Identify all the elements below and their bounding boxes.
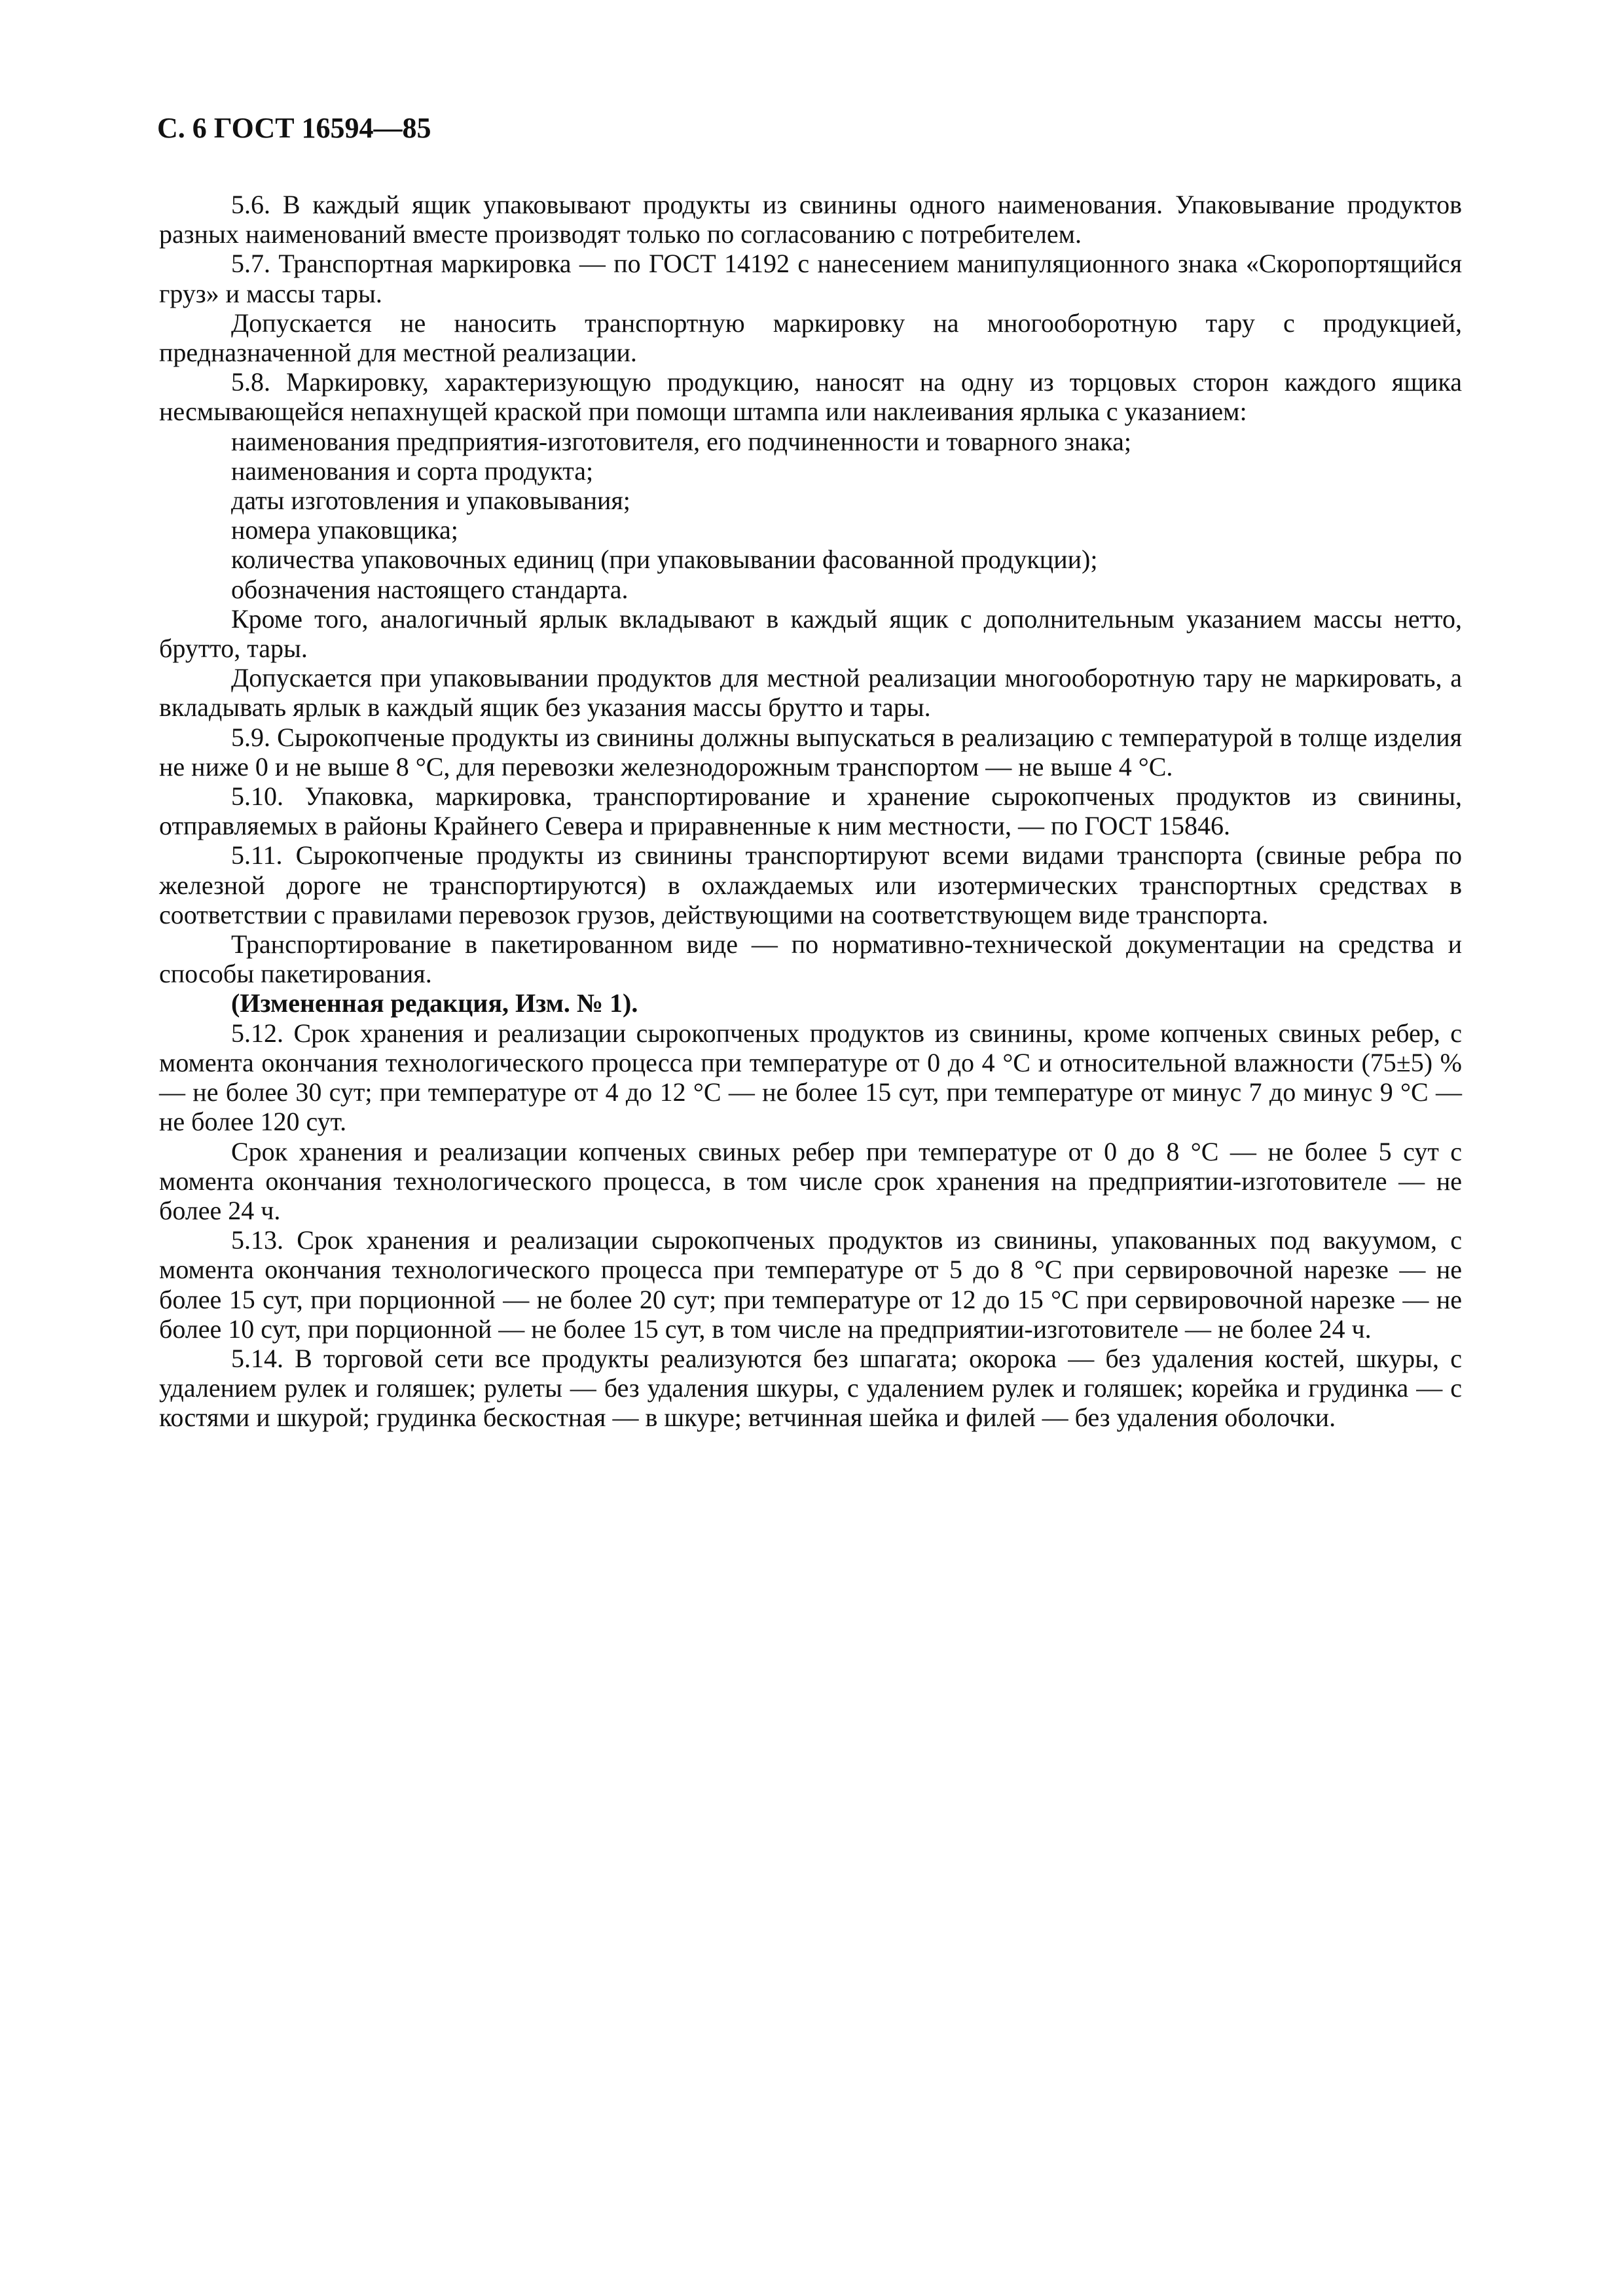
paragraph-5-7-note: Допускается не наносить транспортную маркировку на многооборотную тару с продукцией, предназначенной для местной реализации. bbox=[159, 308, 1462, 368]
list-item: количества упаковочных единиц (при упаковывании фасованной продукции); bbox=[231, 545, 1098, 575]
paragraph-5-8-local: Допускается при упаковывании продуктов для местной реализации многооборотную тару не маркировать, а вкладывать ярлык в каждый ящик без указания массы брутто и тары. bbox=[159, 663, 1462, 723]
page-header: С. 6 ГОСТ 16594—85 bbox=[157, 112, 431, 144]
paragraph-5-11-packaged: Транспортирование в пакетированном виде — по нормативно-технической документации на средства и способы пакетирования. bbox=[159, 929, 1462, 989]
paragraph-5-14: 5.14. В торговой сети все продукты реализуются без шпагата; окорока — без удаления костей, шкуры, с удалением рулек и голяшек; рулеты — без удаления шкуры, с удалением рулек и голяшек; корейка и грудинка — с костями и шкурой; грудинка бескостная — в шкуре; ветчинная шейка и филей — без удаления оболочки. bbox=[159, 1343, 1462, 1433]
marking-list bbox=[159, 427, 1462, 604]
paragraph-5-11: 5.11. Сырокопченые продукты из свинины транспортируют всеми видами транспорта (свиные ребра по железной дороге не транспортируются) в охлаждаемых или изотермических транспортных средствах в соответствии с правилами перевозок грузов, действующими на соответствующем виде транспорта. bbox=[159, 840, 1462, 929]
amendment-note: (Измененная редакция, Изм. № 1). bbox=[231, 988, 638, 1018]
list-item: обозначения настоящего стандарта. bbox=[231, 574, 629, 604]
paragraph-5-13: 5.13. Срок хранения и реализации сырокопченых продуктов из свинины, упакованных под вакуумом, с момента окончания технологического процесса при температуре от 5 до 8 °С при сервировочной нарезке — не более 15 сут, при порционной — не более 20 сут; при температуре от 12 до 15 °С при сервировочной нарезке — не более 10 сут, при порционной — не более 15 сут, в том числе на предприятии-изготовителе — не более 24 ч. bbox=[159, 1225, 1462, 1344]
paragraph-5-9: 5.9. Сырокопченые продукты из свинины должны выпускаться в реализацию с температурой в толще изделия не ниже 0 и не выше 8 °С, для перевозки железнодорожным транспортом — не выше 4 °С. bbox=[159, 722, 1462, 781]
paragraph-5-10: 5.10. Упаковка, маркировка, транспортирование и хранение сырокопченых продуктов из свинины, отправляемых в районы Крайнего Севера и приравненные к ним местности, — по ГОСТ 15846. bbox=[159, 781, 1462, 841]
list-item: даты изготовления и упаковывания; bbox=[231, 486, 630, 516]
list-item: номера упаковщика; bbox=[231, 515, 458, 545]
paragraph-5-12-ribs: Срок хранения и реализации копченых свиных ребер при температуре от 0 до 8 °С — не более 5 сут с момента окончания технологического процесса, в том числе срок хранения на предприятии-изготовителе — не более 24 ч. bbox=[159, 1136, 1462, 1225]
paragraph-5-8: 5.8. Маркировку, характеризующую продукцию, наносят на одну из торцовых сторон каждого ящика несмывающейся непахнущей краской при помощи штампа или наклеивания ярлыка с указанием: bbox=[159, 367, 1462, 427]
paragraph-5-12: 5.12. Срок хранения и реализации сырокопченых продуктов из свинины, кроме копченых свиных ребер, с момента окончания технологического процесса при температуре от 0 до 4 °С и относительной влажности (75±5) % — не более 30 сут; при температуре от 4 до 12 °С — не более 15 сут, при температуре от минус 7 до минус 9 °С — не более 120 сут. bbox=[159, 1018, 1462, 1137]
list-item: наименования предприятия-изготовителя, его подчиненности и товарного знака; bbox=[231, 426, 1131, 456]
list-item: наименования и сорта продукта; bbox=[231, 456, 594, 486]
document-body bbox=[159, 190, 1462, 1433]
paragraph-5-6: 5.6. В каждый ящик упаковывают продукты из свинины одного наименования. Упаковывание продуктов разных наименований вместе производят только по согласованию с потребителем. bbox=[159, 190, 1462, 249]
paragraph-5-7: 5.7. Транспортная маркировка — по ГОСТ 14192 с нанесением манипуляционного знака «Скоропортящийся груз» и массы тары. bbox=[159, 249, 1462, 308]
paragraph-5-8-extra: Кроме того, аналогичный ярлык вкладывают в каждый ящик с дополнительным указанием массы нетто, брутто, тары. bbox=[159, 603, 1462, 664]
